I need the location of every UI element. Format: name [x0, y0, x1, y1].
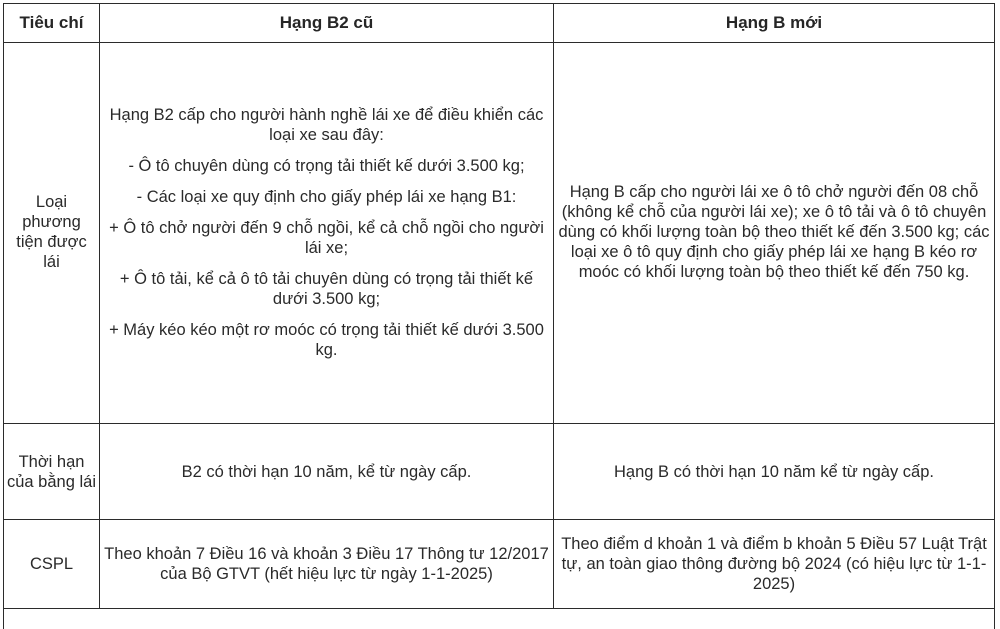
- comparison-table-container: [3, 3, 994, 629]
- old-b2-paragraph: Hạng B2 cấp cho người hành nghề lái xe để điều khiển các loại xe sau đây:: [103, 105, 550, 145]
- table-row-validity: [4, 424, 995, 520]
- old-b2-cell: [100, 43, 554, 424]
- header-row: [4, 4, 995, 43]
- old-b2-paragraph: + Ô tô tải, kể cả ô tô tải chuyên dùng có trọng tải thiết kế dưới 3.500 kg;: [103, 269, 550, 309]
- header-old-b2: Hạng B2 cũ: [100, 4, 554, 43]
- header-new-b: Hạng B mới: [554, 4, 995, 43]
- old-b2-paragraph: + Máy kéo kéo một rơ moóc có trọng tải thiết kế dưới 3.500 kg.: [103, 320, 550, 360]
- old-b2-cell: B2 có thời hạn 10 năm, kể từ ngày cấp.: [100, 424, 554, 520]
- criterion-cell: Loại phương tiện được lái: [4, 43, 100, 424]
- table-row-legal-basis: [4, 520, 995, 609]
- old-b2-paragraph: - Ô tô chuyên dùng có trọng tải thiết kế dưới 3.500 kg;: [103, 156, 550, 176]
- criterion-cell: CSPL: [4, 520, 100, 609]
- header-criterion: Tiêu chí: [4, 4, 100, 43]
- table-row-vehicle-types: [4, 43, 995, 424]
- new-b-cell: Hạng B có thời hạn 10 năm kể từ ngày cấp.: [554, 424, 995, 520]
- new-b-cell: Hạng B cấp cho người lái xe ô tô chở người đến 08 chỗ (không kể chỗ của người lái xe); xe ô tô tải và ô tô chuyên dùng có khối lượng toàn bộ theo thiết kế đến 3.500 kg; các loại xe ô tô quy định cho giấy phép lái xe hạng B kéo rơ moóc có khối lượng toàn bộ theo thiết kế đến 750 kg.: [554, 43, 995, 424]
- license-comparison-table: [3, 3, 995, 629]
- old-b2-cell: Theo khoản 7 Điều 16 và khoản 3 Điều 17 Thông tư 12/2017 của Bộ GTVT (hết hiệu lực từ ngày 1-1-2025): [100, 520, 554, 609]
- criterion-cell: Thời hạn của bằng lái: [4, 424, 100, 520]
- old-b2-paragraph: - Các loại xe quy định cho giấy phép lái xe hạng B1:: [103, 187, 550, 207]
- new-b-cell: Theo điểm d khoản 1 và điểm b khoản 5 Điều 57 Luật Trật tự, an toàn giao thông đường bộ 2024 (có hiệu lực từ 1-1-2025): [554, 520, 995, 609]
- old-b2-paragraph: + Ô tô chở người đến 9 chỗ ngồi, kể cả chỗ ngồi cho người lái xe;: [103, 218, 550, 258]
